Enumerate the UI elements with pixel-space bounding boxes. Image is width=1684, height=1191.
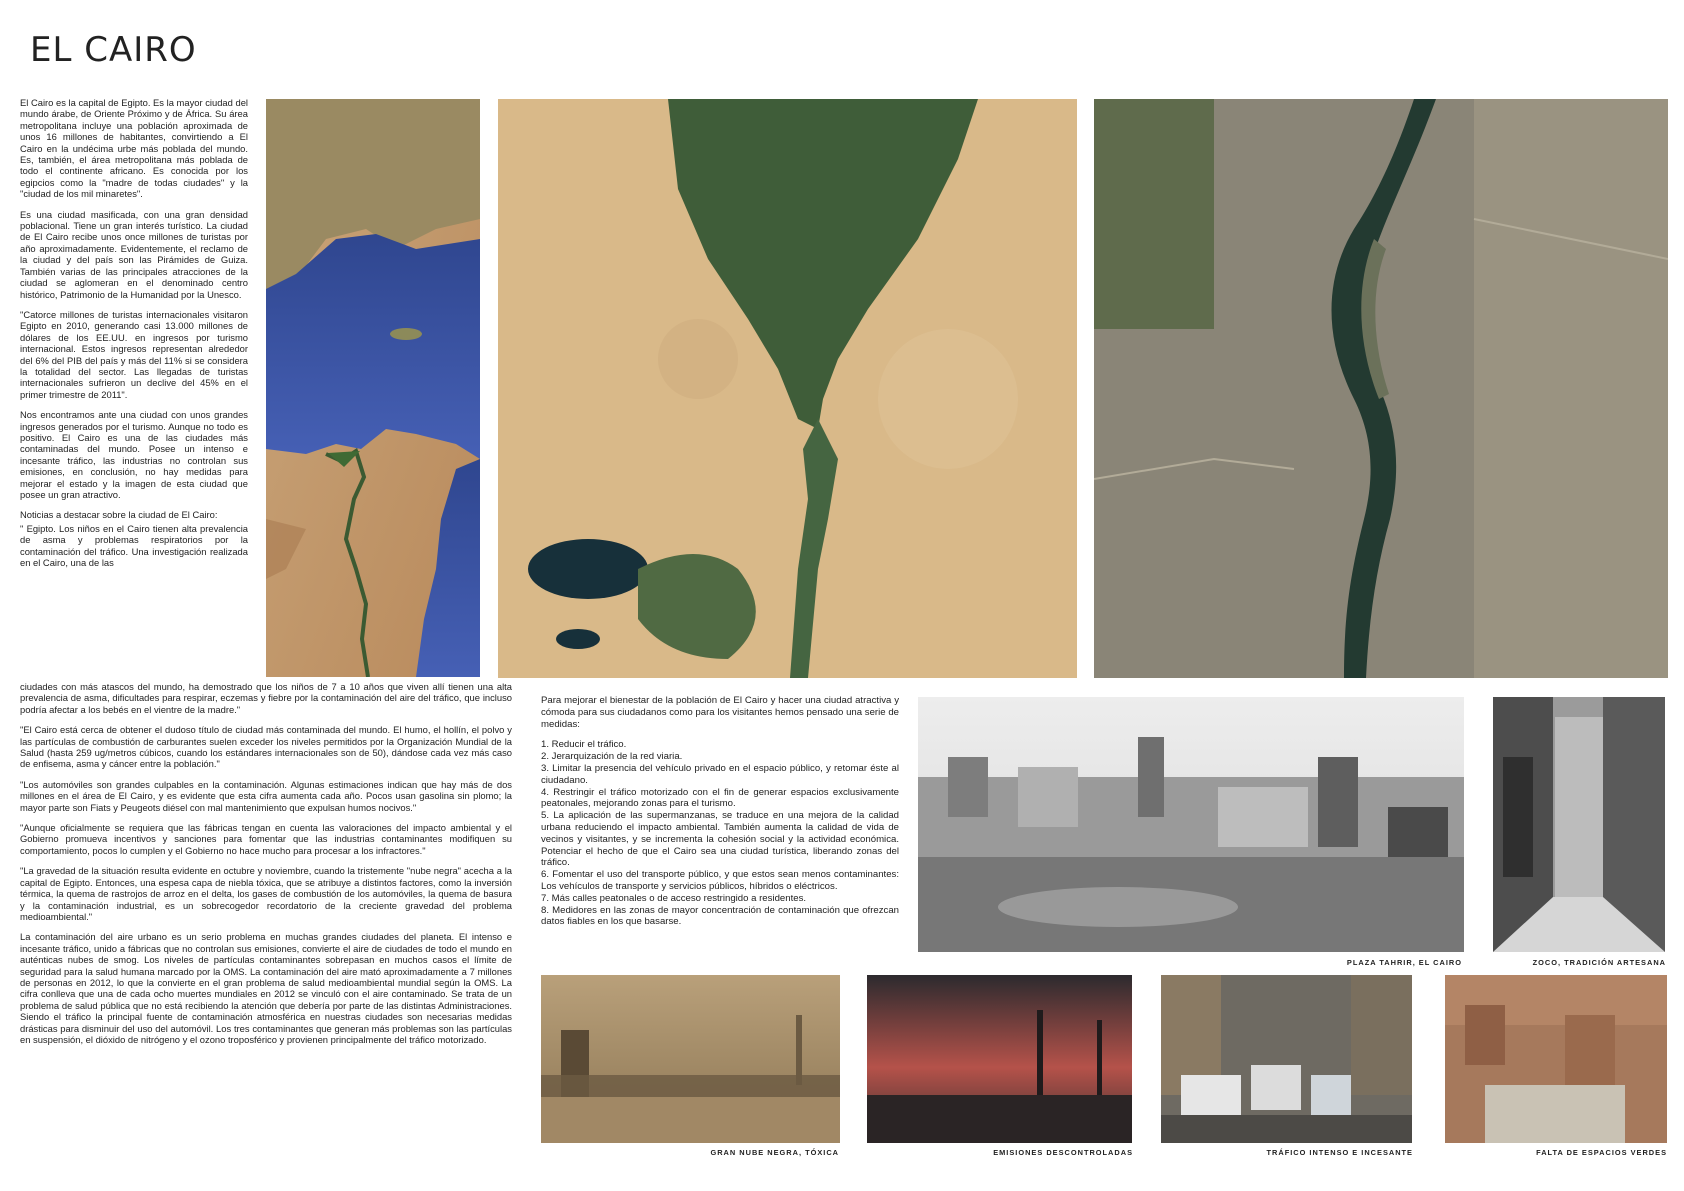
intro-column (20, 97, 248, 568)
measures-intro: Para mejorar el bienestar de la población de El Cairo y hacer una ciudad atractiva y cómoda para sus ciudadanos como para los visitantes hemos pensado una serie de medidas: (541, 695, 899, 730)
photo-emisiones (867, 975, 1132, 1143)
paragraph: " Egipto. Los niños en el Cairo tienen alta prevalencia de asma y problemas respiratorios por la contaminación del tráfico. Una investigación realizada en el Cairo, una de las (20, 522, 248, 569)
news-column (20, 681, 512, 1054)
paragraph: El Cairo es la capital de Egipto. Es la mayor ciudad del mundo árabe, de Oriente Próximo y de África. Su área metropolitana incluye una población aproximada de unos 16 millones de habitantes, convirtiendo a El Cairo en la undécima urbe más poblada del mundo. Es, también, el área metropolitana más poblada de todo el continente africano. Es conocida por los egipcios como la "madre de todas ciudades" y la "ciudad de los mil minaretes". (20, 97, 248, 200)
measures-list (541, 739, 899, 928)
paragraph: La contaminación del aire urbano es un serio problema en muchas grandes ciudades del planeta. El intenso e incesante tráfico, unido a fábricas que no controlan sus emisiones, convierte el aire de ciudades de todo el mundo en auténticas nubes de smog. Los niveles de partículas contaminantes sobrepasan en muchos casos el límite de seguridad para la salud humana marcado por la OMS. La contaminación del aire mató aproximadamente a 7 millones de personas en 2012, lo que la convierte en el gran problema de salud medioambiental mundial según la OMS. La cifra conlleva que una de cada ocho muertes mundiales en 2012 se vinculó con el aire contaminado. Se trata de un problema de salud pública que no está recibiendo la atención que debería por parte de las distintas Administraciones. Siendo el tráfico la principal fuente de contaminación atmosférica en nuestras ciudades son necesarias medidas drásticas para disminuir del uso del automóvil. Los tres contaminantes que generan más problemas son las partículas en suspensión, el dióxido de nitrógeno y el ozono troposférico y provienen principalmente del tráfico motorizado. (20, 931, 512, 1045)
paragraph: Nos encontramos ante una ciudad con unos grandes ingresos generados por el turismo. Aunque no todo es positivo. El Cairo es una de las ciudades más contaminadas del mundo. Posee un intenso e incesante tráfico, las industrias no controlan sus emisiones, en conclusión, no hay medidas para mejorar el estado y la imagen de esta ciudad que posee un gran atractivo. (20, 409, 248, 500)
list-item: 6. Fomentar el uso del transporte público, y que estos sean menos contaminantes: Los vehículos de transporte y servicios públicos, híbridos o eléctricos. (541, 869, 899, 892)
paragraph: "Aunque oficialmente se requiera que las fábricas tengan en cuenta las valoraciones del impacto ambiental y el Gobierno promueva incentivos y sanciones para fomentar que las industrias contaminantes modifiquen su comportamiento, pocos lo cumplen y el Gobierno no hace mucho para procesar a los infractores." (20, 822, 512, 856)
list-item: 7. Más calles peatonales o de acceso restringido a residentes. (541, 892, 807, 904)
list-item: 2. Jerarquización de la red viaria. (541, 751, 683, 763)
caption: ZOCO, TRADICIÓN ARTESANA (1532, 958, 1666, 967)
paragraph: Noticias a destacar sobre la ciudad de El Cairo: (20, 509, 218, 521)
caption: EMISIONES DESCONTROLADAS (993, 1148, 1133, 1157)
photo-plaza-tahrir (918, 697, 1464, 952)
caption: GRAN NUBE NEGRA, TÓXICA (710, 1148, 839, 1157)
paragraph: "Catorce millones de turistas internacionales visitaron Egipto en 2010, generando casi 13.000 millones de dólares de los EE.UU. en ingresos por turismo internacional. Estos ingresos representan alrededor del 6% del PIB del país y más del 11% si se considera la totalidad del sector. Las llegadas de turistas internacionales sufrieron un declive del 45% en el primer trimestre de 2011". (20, 308, 248, 400)
list-item: 3. Limitar la presencia del vehículo privado en el espacio público, y retomar éste al ciudadano. (541, 762, 899, 786)
paragraph: Es una ciudad masificada, con una gran densidad poblacional. Tiene un gran interés turístico. La ciudad de El Cairo recibe unos once millones de turistas por año aproximadamente. Evidentemente, el reclamo de la ciudad y del país son las Pirámides de Guiza. También varias de las principales atracciones de la ciudad se aglomeran en el denominado centro histórico, Patrimonio de la Humanidad por la Unesco. (20, 208, 248, 300)
caption: FALTA DE ESPACIOS VERDES (1536, 1148, 1667, 1157)
list-item: 4. Restringir el tráfico motorizado con el fin de generar espacios exclusivamente peatonales, mejorando zonas para el turismo. (541, 786, 899, 810)
photo-trafico (1161, 975, 1412, 1143)
page-title: EL CAIRO (30, 30, 197, 70)
paragraph: "Los automóviles son grandes culpables en la contaminación. Algunas estimaciones indican que hay más de dos millones en el área de El Cairo, y es evidente que esta cifra aumenta cada año. Pocos usan gasolina sin plomo; la mayor parte son Fiats y Peugeots diésel con mal mantenimiento que expulsan humos nocivos." (20, 778, 512, 813)
measures-block (541, 695, 899, 928)
satellite-map-cairo (1094, 99, 1668, 678)
photo-espacios-verdes (1445, 975, 1667, 1143)
list-item: 5. La aplicación de las supermanzanas, se traduce en una mejora de la calidad urbana reduciendo el impacto ambiental. También aumenta la calidad de vida de vecinos y visitantes, y se incrementa la cohesión social y la actividad económica. Potenciar el hecho de que el Cairo sea una ciudad turística, liberando zonas del tráfico. (541, 810, 899, 869)
paragraph: "El Cairo está cerca de obtener el dudoso título de ciudad más contaminada del mundo. El humo, el hollín, el polvo y las partículas de combustión de carburantes suelen exceder los niveles permitidos por la Organización Mundial de la Salud (hasta 259 ug/metros cúbicos, cuando los estándares internacionales son de 50), dándose cada vez más caso de enfisema, asma y cáncer entre la población." (20, 724, 512, 770)
satellite-map-egypt (266, 99, 480, 677)
caption: TRÁFICO INTENSO E INCESANTE (1266, 1148, 1413, 1157)
paragraph: "La gravedad de la situación resulta evidente en octubre y noviembre, cuando la tristemente "nube negra" acecha a la capital de Egipto. Entonces, una espesa capa de niebla tóxica, que se atribuye a distintos factores, como la inversión térmica, la quema de rastrojos de arroz en el delta, los gases de combustión de los automóviles, la quema de basura y la contaminación industrial, es un sobrecogedor recordatorio de la creciente gravedad del problema medioambiental." (20, 865, 512, 922)
photo-zoco (1493, 697, 1665, 952)
caption: PLAZA TAHRIR, EL CAIRO (1346, 958, 1462, 967)
list-item: 8. Medidores en las zonas de mayor concentración de contaminación que ofrezcan datos fiables en los que basarse. (541, 904, 899, 928)
paragraph: ciudades con más atascos del mundo, ha demostrado que los niños de 7 a 10 años que viven allí tienen una alta prevalencia de asma, dificultades para respirar, eczemas y fiebre por la contaminación del aire del tráfico, que incluso podría afectar a los bebés en el vientre de la madre." (20, 681, 512, 715)
list-item: 1. Reducir el tráfico. (541, 739, 627, 751)
satellite-map-nile-delta (498, 99, 1077, 678)
photo-gran-nube (541, 975, 840, 1143)
